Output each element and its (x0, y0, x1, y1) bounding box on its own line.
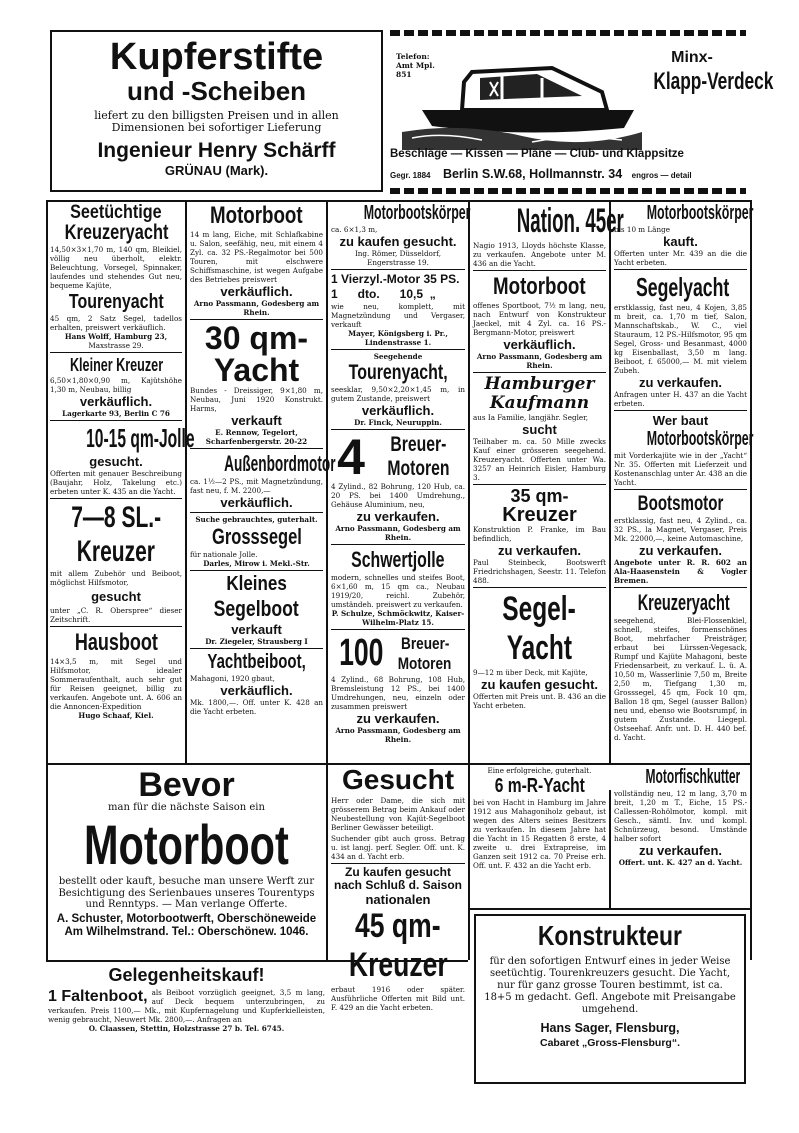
ad-intro: Eine erfolgreiche, guterhalt. (487, 766, 592, 775)
ad-address: Am Wilhelmstrand. Tel.: Oberschönew. 1046. (64, 926, 309, 938)
ad-konstrukteur (474, 914, 746, 1084)
address-line (390, 165, 746, 183)
ad-title: Motorboot (493, 273, 586, 300)
ad-name: Dr. Finck, Neuruppin. (354, 418, 442, 427)
ad-title: Motorbootskörper (363, 202, 471, 224)
ad-name: Ingenieur Henry Schärff (97, 139, 336, 162)
ad-sub: sucht (522, 422, 557, 437)
ad-body: seegehend, Blei-Flossenkiel, schnell, steifes, formenschönes Boot, mehrfacher Preisträger, erbaut bei Lürssen-Vegesack, Rumpf und Kajüte Mahagoni, beste Friedensarbeit, zu verkauf. L. ü. A. 10,50 m, Wasserlinie 7,50 m, Breite 2,50 m, Tiefgang 1,30 m, Grosssegel, 45 qm, Fock 10 qm, Ballon 18 qm, Segel (ausser Ballon) neu und, ebenso wie Bootsrumpf, in gutem Zustande. Liegepl. Ostseehaf. Anfr. unt. D. H. 440 bef. d. Yacht. (614, 616, 747, 742)
ad-sub: zu verkaufen. (497, 543, 582, 558)
ad-title: Tourenyacht, (348, 361, 448, 384)
ad-sale: verkäuflich. (220, 495, 293, 510)
ad-title: 30 qm- (204, 320, 309, 356)
ad-title: Konstrukteur (537, 920, 683, 951)
ad-title: 6 m-R-Yacht (494, 775, 585, 797)
ad-address: Cabaret „Gross-Flensburg“. (539, 1036, 681, 1049)
ad-name: Hans Sager, Flensburg, (540, 1021, 680, 1035)
ad-title: Grosssegel (211, 524, 302, 549)
ad-name: Hans Wolff, Hamburg 23, (64, 332, 168, 341)
ad-title: 10-15 qm-Jolle (86, 423, 195, 453)
ad-body: vollständig neu, 12 m lang, 3,70 m breit, 1,20 m T., Eiche, 15 PS.-Callessen-Rohölmotor, kompl. mit Gesch., sämtl. Inv. und kompl. Schnürzeug, besond. Umstände halber sofort (614, 789, 747, 843)
ad-motorfischkutter (612, 766, 749, 908)
ad-ref: Mk. 1800,—. Off. unter K. 428 an die Yacht erbeten. (190, 698, 323, 716)
ad-sale: zu verkaufen. (638, 375, 723, 390)
rule-c1 (185, 200, 187, 763)
boat-illustration (402, 52, 642, 150)
ad-name: E. Rennow, Tegelort, Scharfenbergerstr. 20-22 (205, 428, 308, 446)
ad-head: Zu kaufen gesucht nach Schluß d. Saison (333, 865, 463, 892)
ad-name: Paul Steinbeck, Bootswerft Friedrichshagen, Seestr. 11. Telefon 488. (473, 558, 606, 585)
address: Berlin S.W.68, Hollmannstr. 34 (442, 167, 623, 181)
ad-title: Kreuzeryacht (637, 590, 730, 615)
ad-title: Segelboot (213, 596, 300, 621)
ad-head: Seegehende (373, 352, 423, 361)
ad-kupferstifte (50, 30, 383, 192)
ad-big: nationalen (365, 892, 431, 907)
ad-sale: verkauft (231, 413, 282, 428)
ad-ref: Anfragen unter H. 437 an die Yacht erbeten. (614, 390, 747, 408)
ad-body: Offerten mit genauer Beschreibung (Baujahr, Holz, Takelung etc.) erbeten unter K. 435 an die Yacht. (50, 469, 182, 496)
gelegen-body-wrap (48, 988, 325, 1024)
ad-number: 100 (339, 632, 384, 674)
founded: Gegr. 1884 (390, 171, 431, 180)
ad-name: Dr. Ziegeler, Strausberg I (205, 637, 308, 646)
ad-body: bis 10 m Länge (614, 225, 670, 234)
ad-name: Arno Passmann, Godesberg am Rhein. (335, 726, 461, 744)
ad-title: Schwertjolle (351, 547, 445, 572)
ad-head: Wer baut (652, 413, 709, 428)
trade: engros — detail (631, 171, 692, 180)
column-5 (612, 202, 754, 762)
ad-sale: verkäuflich. (220, 284, 293, 299)
rule-c3 (468, 200, 470, 960)
ad-body: mit allem Zubehör und Beiboot, möglichst Hilfsmotor, (50, 569, 182, 587)
ad-title: Yachtbeiboot, (207, 651, 306, 673)
ad-title: 45 qm- (355, 907, 441, 945)
ad-title: Motorbootskörper (646, 428, 754, 450)
ad-title: Kleines (226, 573, 287, 595)
ad-sale: verkäuflich. (503, 337, 576, 352)
ad-body: für nationale Jolle. (190, 550, 258, 559)
ad-sale: zu verkaufen. (638, 843, 723, 858)
ad-body: offenes Sportboot, 7½ m lang, neu, nach Entwurf von Konstrukteur Jaeckel, mit 4 Zyl. ca. 16 PS.-Bergmann-Motor, preiswert (473, 301, 606, 337)
hundert-head (331, 632, 465, 675)
ad-title: Kupferstifte (109, 36, 324, 78)
ad-sub: zu kaufen gesucht. (339, 234, 457, 249)
ad-gelegenheitskauf (48, 966, 325, 1084)
ad-body: Nagio 1913, Lloyds höchste Klasse, zu verkaufen. Angebote unter M. 436 an die Yacht. (473, 241, 606, 268)
ad-name: Arno Passmann, Godesberg am Rhein. (335, 524, 461, 542)
rule-six (609, 790, 611, 908)
ad-body: Konstruktion P. Franke, im Bau befindlich, (473, 525, 606, 543)
ad-title: Breuer- (389, 433, 447, 456)
ad-sale: verkäuflich. (361, 403, 435, 418)
ad-title: Kreuzer (348, 946, 448, 984)
ad-body: 9—12 m über Deck, mit Kajüte, (473, 668, 588, 677)
column-3 (329, 202, 471, 762)
ad-title: 35 qm- (510, 486, 569, 506)
ad-body: ca. 6×1,3 m, (331, 225, 378, 234)
ad-name: O. Claassen, Stettin, Holzstrasse 27 b. Tel. 6745. (88, 1024, 285, 1033)
ad-intro: Suche gebrauchtes, guterhalt. (195, 515, 318, 524)
ad-title: Seetüchtige (70, 202, 162, 223)
ad-body: modern, schnelles und steifes Boot, 6×1,60 m, 15 qm ca., Neubau 1919/20, reichl. Zubehör, umständeh. preiswert zu verkaufen. (331, 573, 465, 609)
ad-body: seesklar, 9,50×2,20×1,45 m, in gutem Zustande, preiswert (331, 385, 465, 403)
top-border (390, 30, 746, 36)
ad-name: Arno Passmann, Godesberg am Rhein. (193, 299, 320, 317)
ad-body: erstklassig, fast neu, 4 Kojen, 3,85 m breit, ca. 1,70 m tief, Salon, Mannschaftskab., W. C., viel Stauraum, 12 PS.-Hilfsmotor, 95 qm Segel, Gross- und Besanmast, 4000 kg Eisenballast, 3,50 m lang. Beiboot, f. 65000,— M. mit vielem Zubeh. (614, 303, 747, 375)
ad-body: ca. 1½—2 PS., mit Magnetzündung, fast neu, f. M. 2200,— (190, 477, 323, 495)
ad-body: Mahagoni, 1920 gbaut, (190, 674, 275, 683)
ad-body: 14 m lang, Eiche, mit Schlafkabine u. Salon, seefähig, neu, mit einem 4 Zyl. ca. 32 PS.-Regalmotor bei 500 Touren, mit elschwere Schiffsmaschine, ist wegen Aufgabe des Betriebes preiswert (190, 230, 323, 284)
ad-ref: Offert. unt. K. 427 an d. Yacht. (618, 858, 743, 867)
ad-title: Segelyacht (635, 272, 730, 302)
brand: Minx- (671, 49, 713, 66)
ad-title: Yacht (213, 352, 300, 388)
ad-big: 1 Faltenboot, (48, 988, 148, 1005)
ad-body: wie neu, komplett, mit Magnetzündung und Vergaser, verkauft (331, 302, 465, 329)
ad-gesucht (329, 766, 467, 1086)
column-4 (471, 202, 624, 762)
rule-c2 (326, 200, 328, 960)
ad-sale: verkauft (231, 622, 282, 637)
ad-title: Tourenyacht (68, 291, 164, 313)
ad-ref: Angebote unter R. R. 602 an Ala-Haasenstein & Vogler Bremen. (614, 558, 747, 585)
ad-name: A. Schuster, Motorbootwerft, Oberschöneweide (56, 912, 317, 925)
ad-address: Lagerkarte 93, Berlin C 76 (62, 409, 170, 418)
ad-title: Motoren (398, 653, 452, 673)
ad-body: 4 Zylind., 68 Bohrung, 108 Hub, Bremsleistung 12 PS., bei 1400 Umdrehungen, neu, einzeln oder zusammen preiswert (331, 675, 465, 711)
breuer-title-stack (371, 433, 465, 481)
ad-body: 4 Zylind., 82 Bohrung, 120 Hub, ca. 20 PS. bei 1400 Umdrehung., Gehäuse Aluminium, neu, (331, 482, 465, 509)
phone-label: Telefon: (396, 52, 430, 61)
ad-title: Motorboot (210, 202, 303, 229)
items: Beschläge — Kissen — Pläne — Club- und Klappsitze (390, 148, 684, 160)
column-2 (188, 202, 336, 762)
breuer-head (331, 429, 465, 485)
rule-konstr-top (470, 908, 752, 910)
ad-city: GRÜNAU (Mark). (164, 163, 269, 178)
hundert-title-stack (385, 634, 465, 674)
rule-c4 (609, 200, 611, 763)
ad-body: erbaut 1916 oder später. Ausführliche Offerten mit Bild unt. F. 429 an die Yacht erbeten. (331, 985, 465, 1012)
ad-address: Maxstrasse 29. (88, 341, 144, 350)
ad-body: als Beiboot vorzüglich geeignet, 3,5 m lang, auf Deck bequem unterzubringen, zu verkaufen. Preis 1100,— Mk., mit Kupfernagelung und Kupferkielleisten, wenig gebraucht, Neuwert Mk. 2800,—. Anfragen an (48, 988, 325, 1024)
ad-title: Kreuzeryacht (64, 221, 169, 244)
title-wrap (630, 68, 774, 96)
ad-body: 14×3,5 m, mit Segel und Hilfsmotor, idealer Sommeraufenthalt, auch sehr gut für Reisen geeignet, billig zu verkaufen. Angebote unt. A. 606 an die Annoncen-Expedition (50, 657, 182, 711)
ad-name: P. Schulze, Schmöckwitz, Kaiser-Wilhelm-Platz 15. (331, 609, 465, 627)
ad-body: bestellt oder kauft, besuche man unsere Werft zur Besichtigung des Serienbaues unseres Tourentyps und Renntyps. — Man verlange Offerte. (58, 876, 315, 910)
column-1 (48, 202, 195, 762)
title: Klapp-Verdeck (653, 68, 774, 95)
ad-body: liefert zu den billigsten Preisen und in allen Dimensionen bei sofortiger Lieferung (94, 109, 339, 134)
ad-title: Segel- (502, 590, 577, 628)
ad-name: Hugo Schaaf, Kiel. (78, 711, 154, 720)
ad-six-m-yacht (471, 766, 608, 908)
ad-body: Teilhaber m. ca. 50 Mille zwecks Kauf einer grösseren seegehend. Kreuzeryacht. Offerten unter Wa. 3257 an Heinrich Eisler, Hamburg 3. (473, 437, 606, 482)
ad-ref: Offerten mit Preis unt. B. 436 an die Yacht erbeten. (473, 692, 606, 710)
ad-sale: verkäuflich. (220, 683, 293, 698)
ad-body: 14,50×3×1,70 m, 140 qm, Bleikiel, völlig neu überholt, elektr. Beleuchtung, Vorsegel, Spinnaker, laufendes und stehendes Gut neu, bequeme Kajüte, (50, 245, 182, 290)
ad-sub: gesucht. (89, 454, 143, 469)
ad-title: Kreuzer (502, 504, 577, 526)
ad-title: Motorfischkutter (645, 766, 741, 788)
ad-name: Arno Passmann, Godesberg am Rhein. (476, 352, 603, 370)
bottom-border (390, 188, 746, 194)
ad-body: für den sofortigen Entwurf eines in jeder Weise seetüchtig. Tourenkreuzers gesucht. Die Yacht, nur für ganz grosse Touren bestimmt, ist ca. 18+5 m gedacht. Gefl. Angebote mit Preisangabe umgehend. (484, 956, 736, 1015)
ad-sub: gesucht (91, 589, 141, 604)
ad-title: Gelegenheitskauf! (108, 965, 265, 985)
ad-body: erstklassig, fast neu, 4 Zylind., ca. 32 PS., la Magnet, Vergaser, Preis Mk. 22000,—, keine Automaschine, (614, 516, 747, 543)
ad-line: 1 Vierzyl.-Motor 35 PS. (331, 272, 460, 286)
ad-sub: kauft. (663, 234, 698, 249)
ad-title: Hausboot (74, 629, 158, 656)
ad-sale: zu verkaufen. (356, 711, 440, 726)
ad-ref: Offerten unter Mr. 439 an die die Yacht erbeten. (614, 249, 747, 267)
ad-ref: unter „C. R. Oberspree“ dieser Zeitschrift. (50, 606, 182, 624)
ad-body: Suchender gibt auch gross. Betrag u. ist langj. perf. Segler. Off. unt. K. 434 an d. Yacht erb. (331, 834, 465, 861)
phone-number: 851 (396, 70, 412, 79)
ad-title: Kreuzer (76, 535, 156, 568)
ad-body: 6,50×1,80×0,90 m, Kajütshöhe 1,30 m, Neubau, billig (50, 376, 182, 394)
ad-title: Gesucht (341, 764, 455, 795)
ad-title: 7—8 SL.- (71, 501, 161, 534)
ad-title: Motorbootskörper (646, 202, 754, 224)
ad-name: Ing. Römer, Düsseldorf, Engerstrasse 19. (354, 249, 442, 267)
ad-body: Bundes - Dreissiger, 9×1,80 m, Neubau, Juni 1920 Konstrukt. Harms, (190, 386, 323, 413)
ad-title: Kaufmann (489, 393, 590, 413)
ad-minx (390, 30, 774, 198)
ad-title: Hamburger (484, 374, 595, 394)
ad-title: Motorboot (84, 813, 289, 876)
rule-right (750, 200, 752, 960)
ad-line: 1 dto. 10,5 „ (331, 287, 436, 301)
ad-subtitle: und -Scheiben (126, 76, 307, 106)
ad-sale: zu verkaufen. (638, 543, 723, 558)
ad-title: Kleiner Kreuzer (69, 355, 164, 375)
ad-title: Yacht (506, 629, 573, 667)
ad-name: Mayer, Königsberg i. Pr., Lindenstrasse 1. (348, 329, 448, 347)
ad-title: Bootsmotor (637, 492, 724, 515)
ad-body: Herr oder Dame, die sich mit grösserem Betrag beim Ankauf oder Neubestellung von Kajüt-Segelboot Berliner Gewässer beteiligt. (331, 796, 465, 832)
ad-bevor (48, 766, 325, 959)
ad-body: bei von Hacht in Hamburg im Jahre 1912 aus Mahagoniholz gebaut, ist wegen des Alters seines Besitzers zu verkaufen. In diesem Jahre hat die Yacht in 15 Regatten 8 erste, 4 zweite u. drei Extrapreise, im Ganzen seit 1912 ca. 70 Preise erh. Off. unt. F. 432 an die Yacht erb. (473, 798, 606, 870)
ad-body: mit Vorderkajüte wie in der „Yacht“ Nr. 35. Offerten mit Lieferzeit und Kostenanschlag unter Ar. 438 an die Yacht. (614, 451, 747, 487)
ad-address: Darles, Mirow i. Mekl.-Str. (203, 559, 310, 568)
ad-number: 4 (337, 429, 365, 485)
ad-title: Motoren (386, 457, 450, 480)
ad-body: aus Ia Familie, langjähr. Segler, (473, 413, 589, 422)
ad-sub: zu kaufen gesucht. (480, 677, 599, 692)
ad-title: Breuer- (400, 633, 450, 653)
phone-exchange: Amt Mpl. (396, 61, 435, 70)
ad-body: 45 qm, 2 Satz Segel, tadellos erhalten, preiswert verkäuflich. (50, 314, 182, 332)
ad-sub: man für die nächste Saison ein (108, 802, 265, 813)
ad-title: Nation. 45er (516, 202, 624, 240)
ad-title: Bevor (138, 766, 235, 804)
ad-title: Außenbordmotor (224, 451, 336, 476)
ad-sale: zu verkaufen. (356, 509, 440, 524)
ad-sale: verkäuflich. (79, 394, 153, 409)
